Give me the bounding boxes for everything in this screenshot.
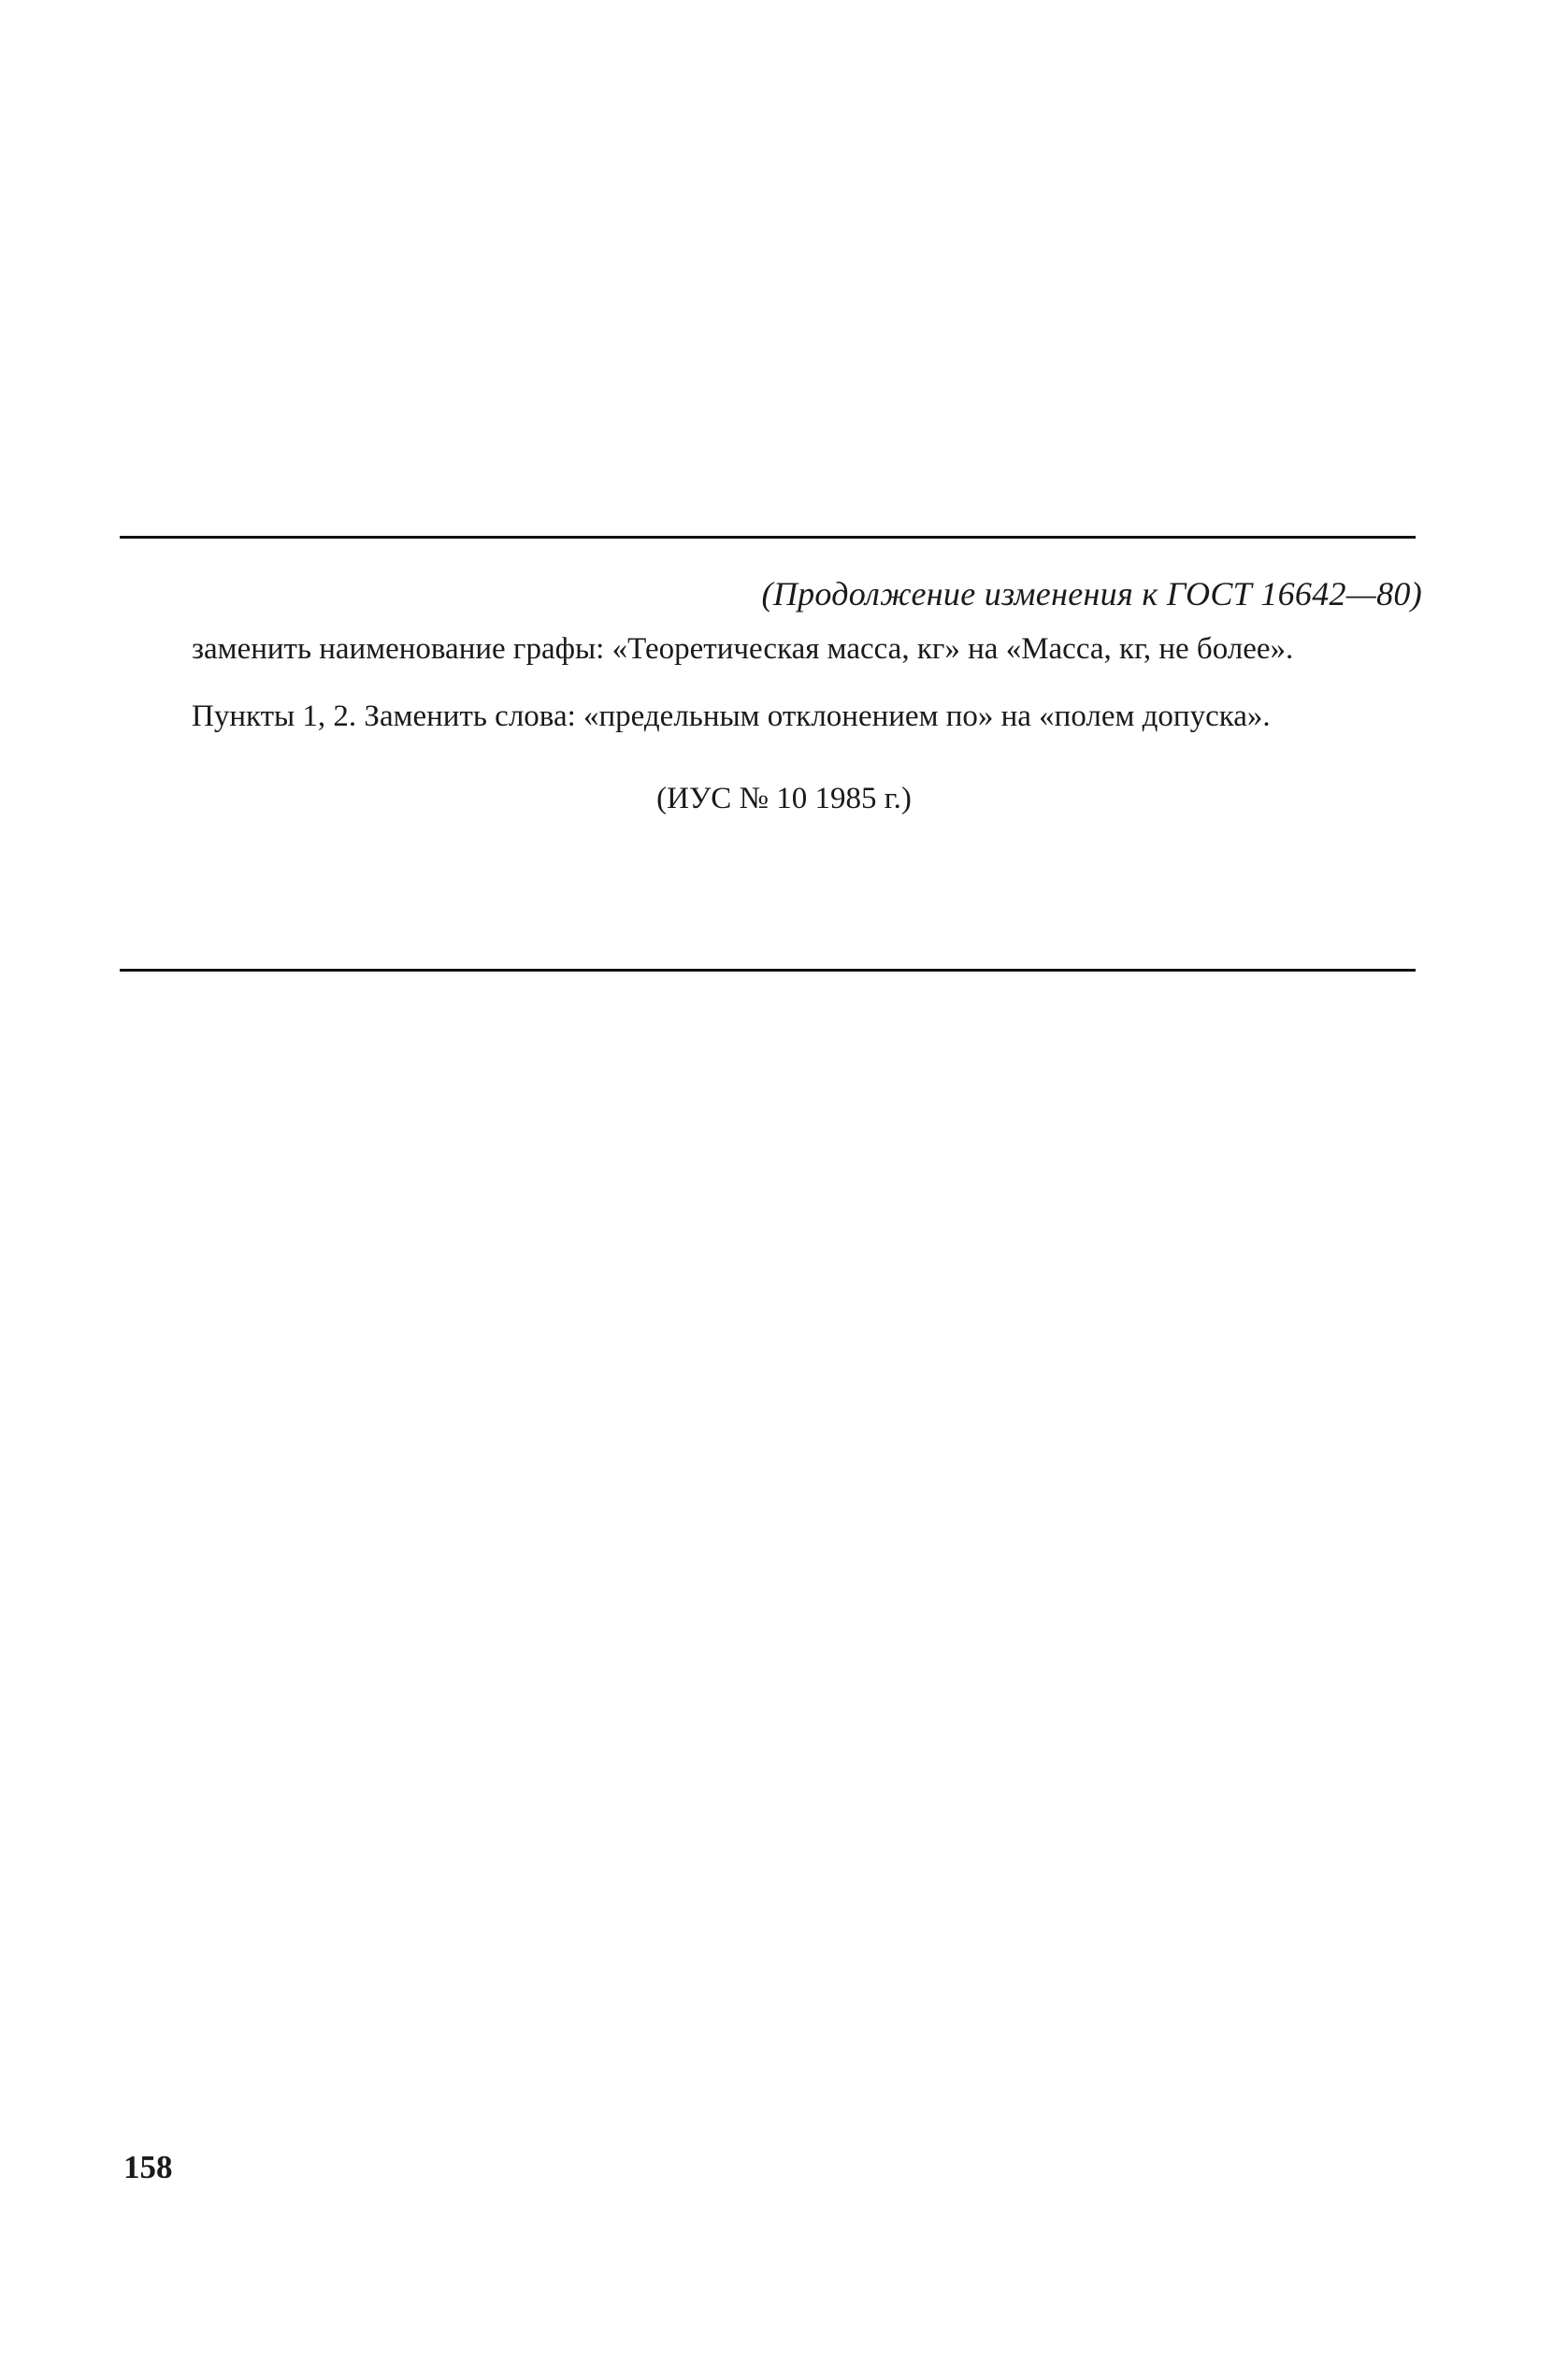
amendment-paragraph-2: Пункты 1, 2. Заменить слова: «предельным отклонением по» на «полем допуска». <box>192 699 1271 733</box>
source-reference: (ИУС № 10 1985 г.) <box>656 782 912 815</box>
bottom-rule <box>120 969 1416 972</box>
amendment-paragraph-1: заменить наименование графы: «Теоретическая масса, кг» на «Масса, кг, не более». <box>192 632 1294 666</box>
page-number: 158 <box>123 2149 173 2185</box>
top-rule <box>120 536 1416 539</box>
continuation-note: (Продолжение изменения к ГОСТ 16642—80) <box>761 575 1422 613</box>
